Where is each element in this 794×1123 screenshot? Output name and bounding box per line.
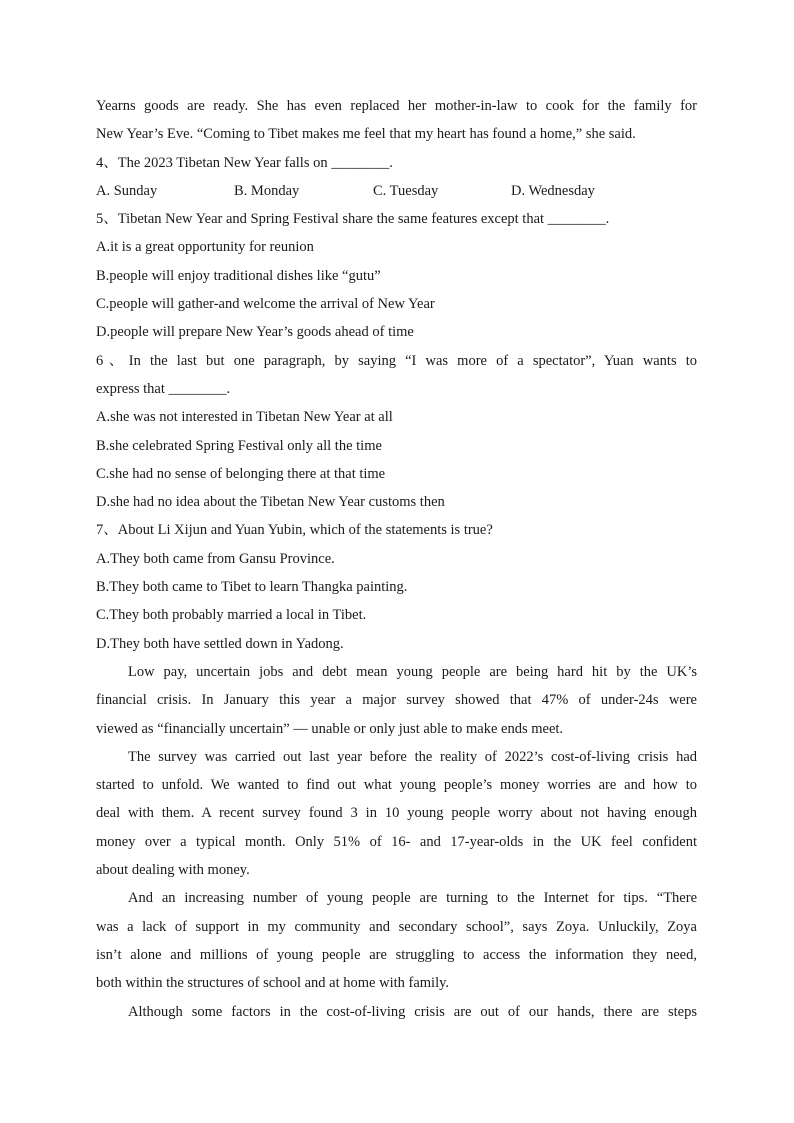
option-d: D.she had no idea about the Tibetan New Year customs then xyxy=(96,494,445,511)
question-5-stem: 5、Tibetan New Year and Spring Festival share the same features except that ________. xyxy=(96,211,610,228)
option-b: B.people will enjoy traditional dishes like “gutu” xyxy=(96,267,381,284)
passage-line: isn’t alone and millions of young people are struggling to access the information they need, xyxy=(96,946,697,963)
text-line: Yearns goods are ready. She has even replaced her mother-in-law to cook for the family for xyxy=(96,98,697,114)
passage-line: Although some factors in the cost-of-living crisis are out of our hands, there are steps xyxy=(128,1003,697,1020)
question-6-stem: 6、In the last but one paragraph, by saying “I was more of a spectator”, Yuan wants to xyxy=(96,352,697,369)
option-b: B. Monday xyxy=(234,182,300,199)
text-line: New Year’s Eve. “Coming to Tibet makes me feel that my heart has found a home,” she said. xyxy=(96,126,636,143)
option-c: C.They both probably married a local in Tibet. xyxy=(96,607,367,624)
question-4-stem: 4、The 2023 Tibetan New Year falls on ________. xyxy=(96,154,393,171)
option-b: B.she celebrated Spring Festival only all the time xyxy=(96,437,382,454)
option-a: A. Sunday xyxy=(96,182,158,199)
question-4-options xyxy=(96,177,697,205)
question-6-stem-cont: express that ________. xyxy=(96,380,231,397)
option-a: A.it is a great opportunity for reunion xyxy=(96,239,314,256)
passage-line: both within the structures of school and at home with family. xyxy=(96,975,450,992)
question-7-stem: 7、About Li Xijun and Yuan Yubin, which of the statements is true? xyxy=(96,522,493,539)
passage-line: money over a typical month. Only 51% of 16- and 17-year-olds in the UK feel confident xyxy=(96,833,697,850)
option-c: C.she had no sense of belonging there at that time xyxy=(96,465,386,482)
option-d: D. Wednesday xyxy=(511,182,595,199)
passage-line: financial crisis. In January this year a major survey showed that 47% of under-24s were xyxy=(96,692,697,709)
option-b: B.They both came to Tibet to learn Thangka painting. xyxy=(96,579,408,596)
passage-line: about dealing with money. xyxy=(96,862,250,879)
passage-line: started to unfold. We wanted to find out what young people’s money worries are and how to xyxy=(96,777,697,794)
option-d: D.people will prepare New Year’s goods ahead of time xyxy=(96,324,414,341)
option-a: A.she was not interested in Tibetan New Year at all xyxy=(96,409,393,426)
option-a: A.They both came from Gansu Province. xyxy=(96,550,335,567)
option-c: C. Tuesday xyxy=(373,182,439,199)
passage-line: viewed as “financially uncertain” — unable or only just able to make ends meet. xyxy=(96,720,564,737)
passage-line: Low pay, uncertain jobs and debt mean young people are being hard hit by the UK’s xyxy=(128,663,697,680)
option-c: C.people will gather-and welcome the arrival of New Year xyxy=(96,296,435,313)
passage-line: was a lack of support in my community and secondary school”, says Zoya. Unluckily, Zoya xyxy=(96,918,697,935)
passage-line: And an increasing number of young people are turning to the Internet for tips. “There xyxy=(128,890,697,907)
passage-line: The survey was carried out last year before the reality of 2022’s cost-of-living crisis had xyxy=(128,748,697,765)
passage-line: deal with them. A recent survey found 3 in 10 young people worry about not having enough xyxy=(96,805,697,822)
page-content xyxy=(96,92,697,1026)
option-d: D.They both have settled down in Yadong. xyxy=(96,635,344,652)
